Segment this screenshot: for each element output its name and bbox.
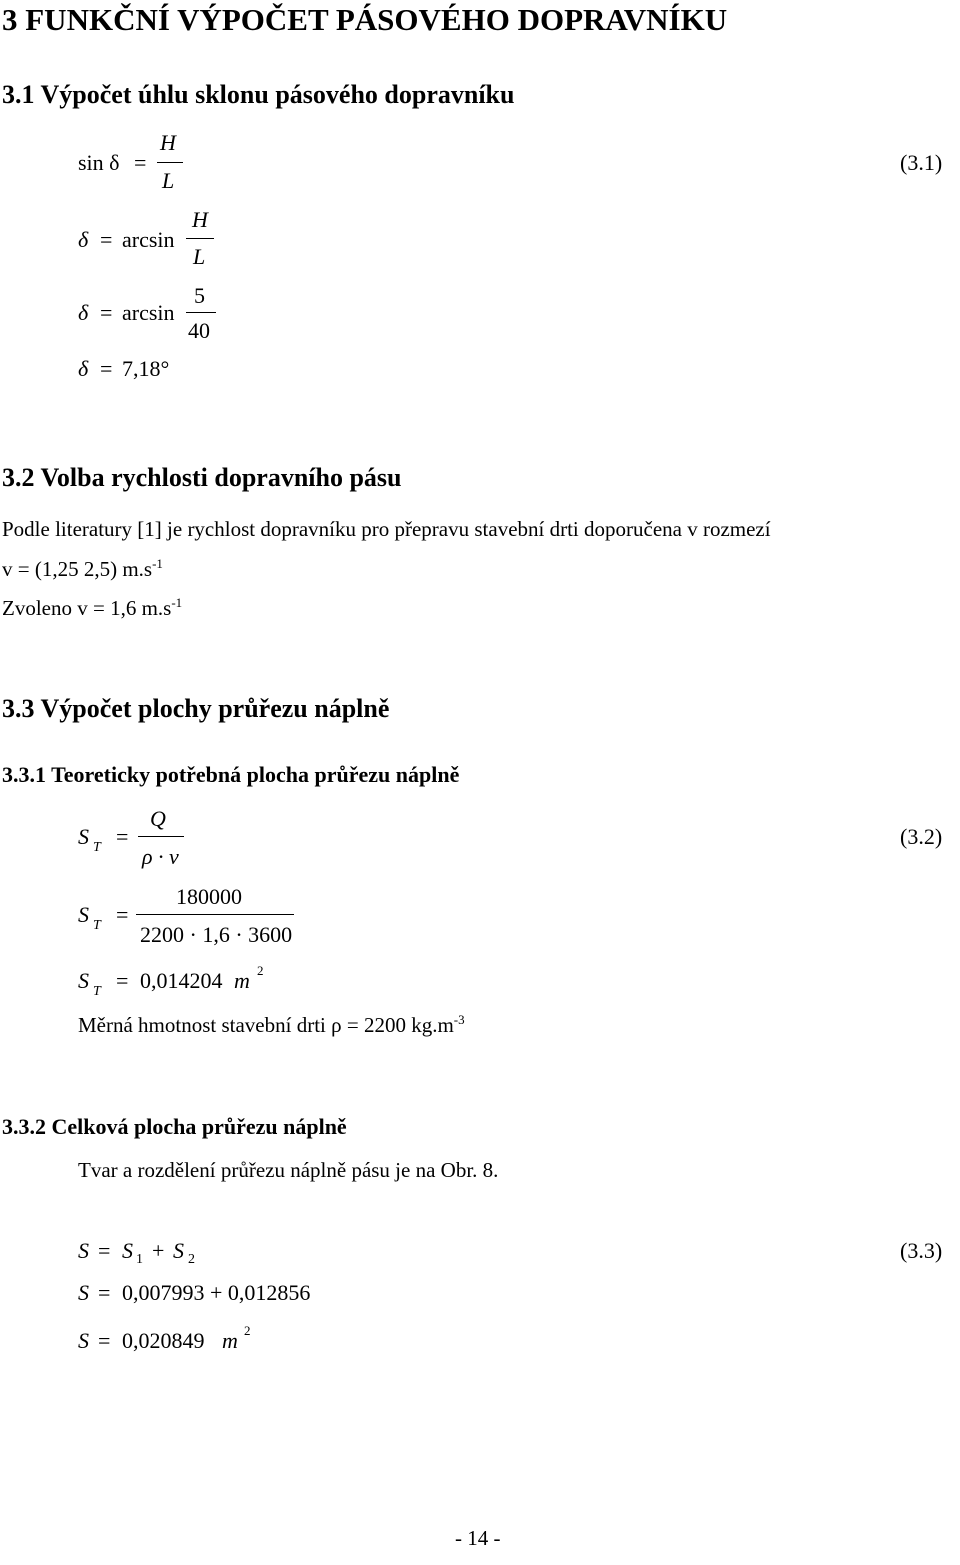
eq32-lhs-subscript: T bbox=[93, 840, 101, 855]
eq31-equals: = bbox=[134, 150, 147, 175]
eq2-function: arcsin bbox=[122, 227, 175, 252]
density-note-exponent: -3 bbox=[453, 1012, 465, 1027]
section-3-3-1-heading: 3.3.1 Teoreticky potřebná plocha průřezu náplně bbox=[2, 762, 460, 787]
eq3-lhs: δ bbox=[78, 300, 89, 325]
eq31-denominator: L bbox=[162, 168, 175, 193]
eq-s-sum-equals: = bbox=[98, 1280, 111, 1305]
paragraph-speed-interval bbox=[2, 556, 163, 582]
eq3-denominator: 40 bbox=[188, 318, 210, 343]
eq4-equals: = bbox=[100, 356, 113, 381]
eq2-numerator: H bbox=[192, 207, 208, 232]
eq-st-res-unit-exponent: 2 bbox=[257, 963, 264, 978]
eq-st-num-fraction-bar bbox=[136, 914, 294, 915]
eq-st-num-lhs: S bbox=[78, 902, 89, 927]
eq33-term2: S bbox=[173, 1238, 184, 1263]
eq31-tag: (3.1) bbox=[900, 150, 943, 175]
eq2-denominator: L bbox=[193, 244, 206, 269]
speed-interval-exponent: -1 bbox=[152, 556, 163, 571]
section-3-3-heading: 3.3 Výpočet plochy průřezu náplně bbox=[2, 694, 390, 723]
eq-st-num-equals: = bbox=[116, 902, 129, 927]
chosen-speed-exponent: -1 bbox=[171, 595, 183, 610]
chapter-heading: 3 FUNKČNÍ VÝPOČET PÁSOVÉHO DOPRAVNÍKU bbox=[2, 2, 728, 37]
eq33-term1: S bbox=[122, 1238, 133, 1263]
eq4-lhs: δ bbox=[78, 356, 89, 381]
eq33-equals: = bbox=[98, 1238, 111, 1263]
eq32-lhs: S bbox=[78, 824, 89, 849]
eq-s-res-value: 0,020849 bbox=[122, 1328, 205, 1353]
paragraph-speed-range: Podle literatury [1] je rychlost dopravníku pro přepravu stavební drti doporučena v rozmezí bbox=[2, 517, 771, 541]
eq32-tag: (3.2) bbox=[900, 824, 943, 849]
eq-s-sum-rhs: 0,007993 + 0,012856 bbox=[122, 1280, 311, 1305]
chosen-speed-text: Zvoleno v = 1,6 m.s bbox=[2, 596, 172, 620]
eq-st-num-lhs-subscript: T bbox=[93, 918, 101, 933]
page-number: - 14 - bbox=[455, 1526, 501, 1550]
eq-s-sum-lhs: S bbox=[78, 1280, 89, 1305]
eq32-denominator: ρ · v bbox=[142, 844, 179, 869]
section-3-3-2-heading: 3.3.2 Celková plocha průřezu náplně bbox=[2, 1114, 347, 1139]
density-note bbox=[78, 1012, 465, 1038]
eq-st-res-lhs: S bbox=[78, 968, 89, 993]
eq3-function: arcsin bbox=[122, 300, 175, 325]
eq33-lhs: S bbox=[78, 1238, 89, 1263]
eq-st-res-unit: m bbox=[234, 968, 250, 993]
eq31-numerator: H bbox=[160, 130, 176, 155]
eq-st-res-equals: = bbox=[116, 968, 129, 993]
paragraph-cross-section-ref: Tvar a rozdělení průřezu náplně pásu je na Obr. 8. bbox=[78, 1158, 499, 1182]
density-note-text: Měrná hmotnost stavební drti ρ = 2200 kg.m bbox=[78, 1013, 454, 1037]
eq4-rhs: 7,18° bbox=[122, 356, 170, 381]
section-3-2-heading: 3.2 Volba rychlosti dopravního pásu bbox=[2, 463, 402, 492]
eq2-equals: = bbox=[100, 227, 113, 252]
eq-s-res-lhs: S bbox=[78, 1328, 89, 1353]
eq3-equals: = bbox=[100, 300, 113, 325]
eq-s-res-unit-exponent: 2 bbox=[244, 1323, 251, 1338]
eq32-fraction-bar bbox=[138, 836, 184, 837]
eq33-term2-subscript: 2 bbox=[188, 1252, 195, 1267]
eq33-term1-subscript: 1 bbox=[136, 1252, 143, 1267]
eq33-plus: + bbox=[152, 1238, 165, 1263]
eq3-fraction-bar bbox=[186, 312, 216, 313]
eq-s-res-unit: m bbox=[222, 1328, 238, 1353]
eq-st-res-value: 0,014204 bbox=[140, 968, 223, 993]
eq-s-res-equals: = bbox=[98, 1328, 111, 1353]
eq-st-res-lhs-subscript: T bbox=[93, 984, 101, 999]
eq2-fraction-bar bbox=[186, 238, 214, 239]
eq-st-num-denominator: 2200 · 1,6 · 3600 bbox=[140, 922, 293, 947]
speed-interval-text: v = (1,25 2,5) m.s bbox=[2, 557, 153, 581]
eq2-lhs: δ bbox=[78, 227, 89, 252]
eq32-numerator: Q bbox=[150, 806, 166, 831]
eq32-equals: = bbox=[116, 824, 129, 849]
eq-st-num-numerator: 180000 bbox=[176, 884, 242, 909]
eq3-numerator: 5 bbox=[194, 283, 205, 308]
eq33-tag: (3.3) bbox=[900, 1238, 943, 1263]
section-3-1-heading: 3.1 Výpočet úhlu sklonu pásového dopravníku bbox=[2, 80, 515, 109]
eq31-lhs: sin δ bbox=[78, 150, 120, 175]
paragraph-chosen-speed bbox=[2, 595, 182, 621]
eq31-fraction-bar bbox=[157, 162, 183, 163]
